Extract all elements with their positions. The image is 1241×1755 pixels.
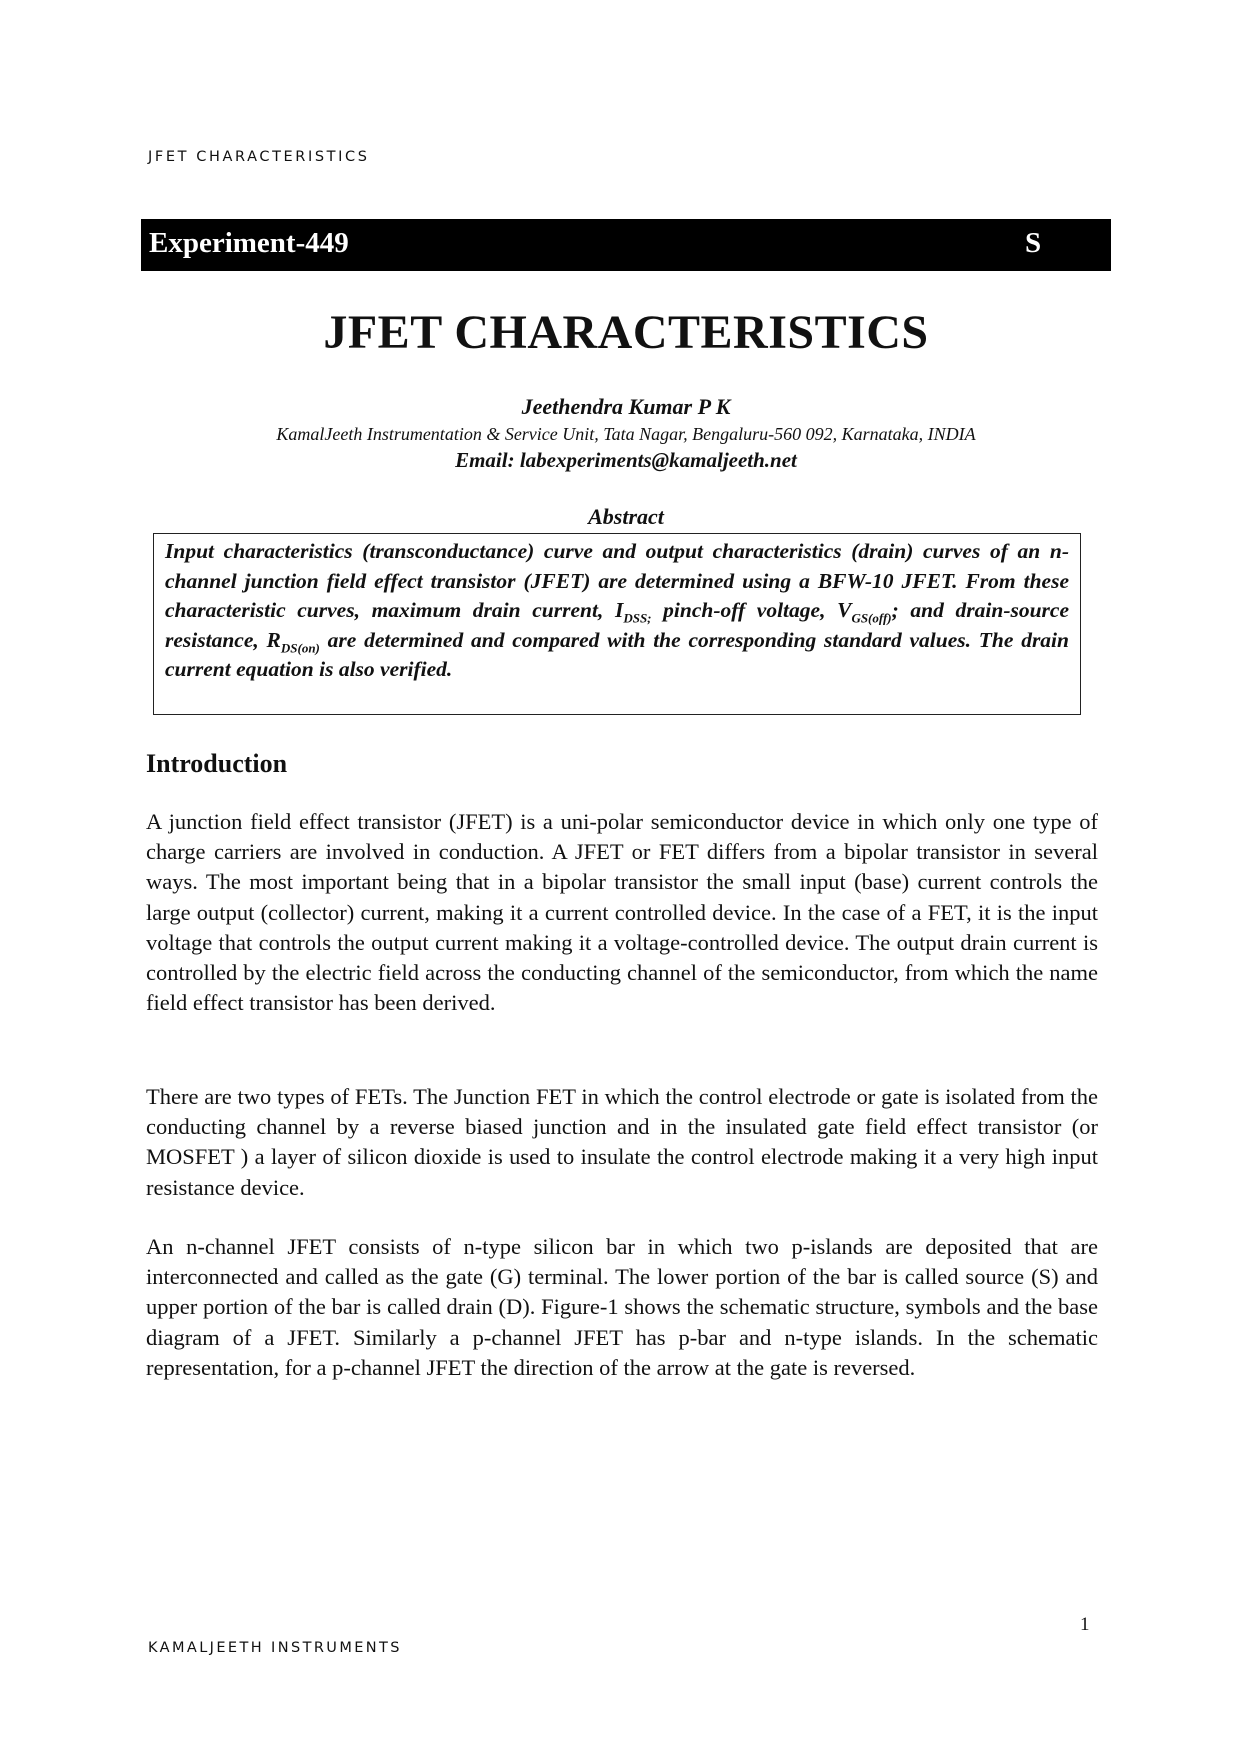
paper-title: JFET CHARACTERISTICS bbox=[323, 306, 929, 359]
abstract-subscript: DSS; bbox=[623, 610, 652, 626]
intro-paragraph: There are two types of FETs. The Junction FET in which the control electrode or gate is isolated from the conducting channel by a reverse biased junction and in the insulated gate field effect transistor (or MOSFET ) a layer of silicon dioxide is used to insulate the control electrode making it a very high input resistance device. bbox=[146, 1084, 1098, 1200]
running-header: JFET CHARACTERISTICS bbox=[148, 149, 370, 165]
abstract-subscript: GS(off) bbox=[851, 610, 892, 626]
section-heading-introduction: Introduction bbox=[146, 749, 288, 778]
intro-paragraph: An n-channel JFET consists of n-type silicon bar in which two p-islands are deposited that are interconnected and called as the gate (G) terminal. The lower portion of the bar is called source (S) and upper portion of the bar is called drain (D). Figure-1 shows the schematic structure, symbols and the base diagram of a JFET. Similarly a p-channel JFET has p-bar and n-type islands. In the schematic representation, for a p-channel JFET the direction of the arrow at the gate is reversed. bbox=[146, 1234, 1098, 1380]
abstract-text: ; and drain-source resistance, R bbox=[165, 598, 1070, 652]
experiment-code: S bbox=[1025, 227, 1042, 259]
page-number: 1 bbox=[1080, 1614, 1090, 1635]
abstract-subscript: DS(on) bbox=[280, 639, 320, 655]
author-affiliation: KamalJeeth Instrumentation & Service Unit, Tata Nagar, Bengaluru-560 092, Karnataka, INDIA bbox=[276, 424, 976, 444]
author-email: Email: labexperiments@kamaljeeth.net bbox=[455, 448, 797, 472]
experiment-number: Experiment-449 bbox=[149, 227, 349, 259]
experiment-banner bbox=[141, 219, 1111, 271]
abstract-box bbox=[153, 533, 1081, 715]
author-name: Jeethendra Kumar P K bbox=[521, 394, 731, 419]
abstract-text: pinch-off voltage, V bbox=[651, 598, 852, 622]
intro-paragraph: A junction field effect transistor (JFET) is a uni-polar semiconductor device in which only one type of charge carriers are involved in conduction. A JFET or FET differs from a bipolar transistor in several ways. The most important being that in a bipolar transistor the small input (base) current controls the large output (collector) current, making it a current controlled device. In the case of a FET, it is the input voltage that controls the output current making it a voltage-controlled device. The output drain current is controlled by the electric field across the conducting channel of the semiconductor, from which the name field effect transistor has been derived. bbox=[146, 809, 1098, 1016]
abstract-heading: Abstract bbox=[588, 504, 664, 529]
abstract-text: Input characteristics (transconductance) curve and output characteristics (drain) curves of an n-channel junction field effect transistor (JFET) are determined using a BFW-10 JFET. From these characteristic curves, maximum drain current, I bbox=[165, 539, 1069, 622]
abstract-text: are determined and compared with the corresponding standard values. The drain current equation is also verified. bbox=[165, 627, 1069, 681]
running-footer: KAMALJEETH INSTRUMENTS bbox=[148, 1640, 402, 1656]
